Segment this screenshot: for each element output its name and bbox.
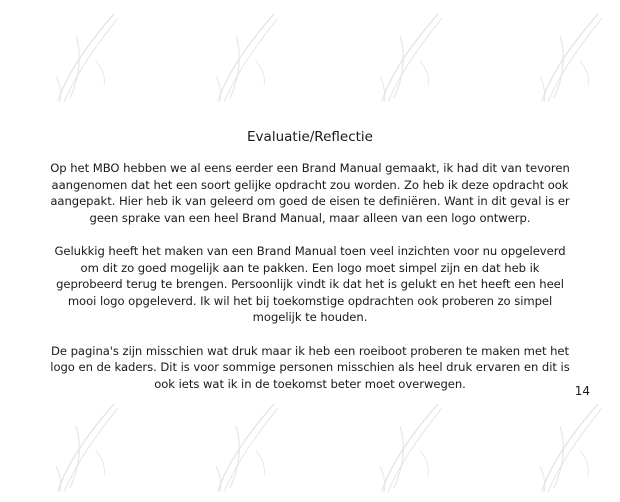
oar-sketch-icon bbox=[216, 404, 278, 492]
paragraph-2: Gelukkig heeft het maken van een Brand Manual toen veel inzichten voor nu opgeleverd om dit zo goed mogelijk aan te pakken. Een logo moet simpel zijn en dat heb ik geprobeerd terug te brengen. Persoonlijk vindt ik dat het is gelukt en het heeft een heel mooi logo opgeleverd. Ik wil het bij toekomstige opdrachten ook proberen zo simpel mogelijk te houden. bbox=[54, 244, 566, 324]
oar-sketch-icon bbox=[540, 404, 602, 492]
oar-sketch-icon bbox=[56, 14, 118, 102]
oar-sketch-icon bbox=[540, 14, 602, 102]
page-title: Evaluatie/Reflectie bbox=[247, 129, 373, 145]
oar-sketch-icon bbox=[380, 14, 442, 102]
paragraph-3: De pagina's zijn misschien wat druk maar ik heb een roeiboot proberen te maken met het logo en de kaders. Dit is voor sommige personen misschien als heel druk ervaren en dit is ook iets wat ik in de toekomst beter moet overwegen. bbox=[50, 343, 570, 391]
oar-sketch-icon bbox=[216, 14, 278, 102]
paragraph-1: Op het MBO hebben we al eens eerder een Brand Manual gemaakt, ik had dit van tevoren aangenomen dat het een soort gelijke opdracht zou worden. Zo heb ik deze opdracht ook aangepakt. Hier heb ik van geleerd om goed de eisen te definiëren. Want in dit geval is er geen sprake van een heel Brand Manual, maar alleen van een logo ontwerp. bbox=[50, 161, 570, 225]
watermark-top-row bbox=[56, 14, 602, 102]
oar-sketch-icon bbox=[380, 404, 442, 492]
document-body bbox=[48, 128, 572, 409]
page-number: 14 bbox=[574, 384, 590, 398]
watermark-bottom-row bbox=[56, 404, 602, 492]
oar-sketch-icon bbox=[56, 404, 118, 492]
